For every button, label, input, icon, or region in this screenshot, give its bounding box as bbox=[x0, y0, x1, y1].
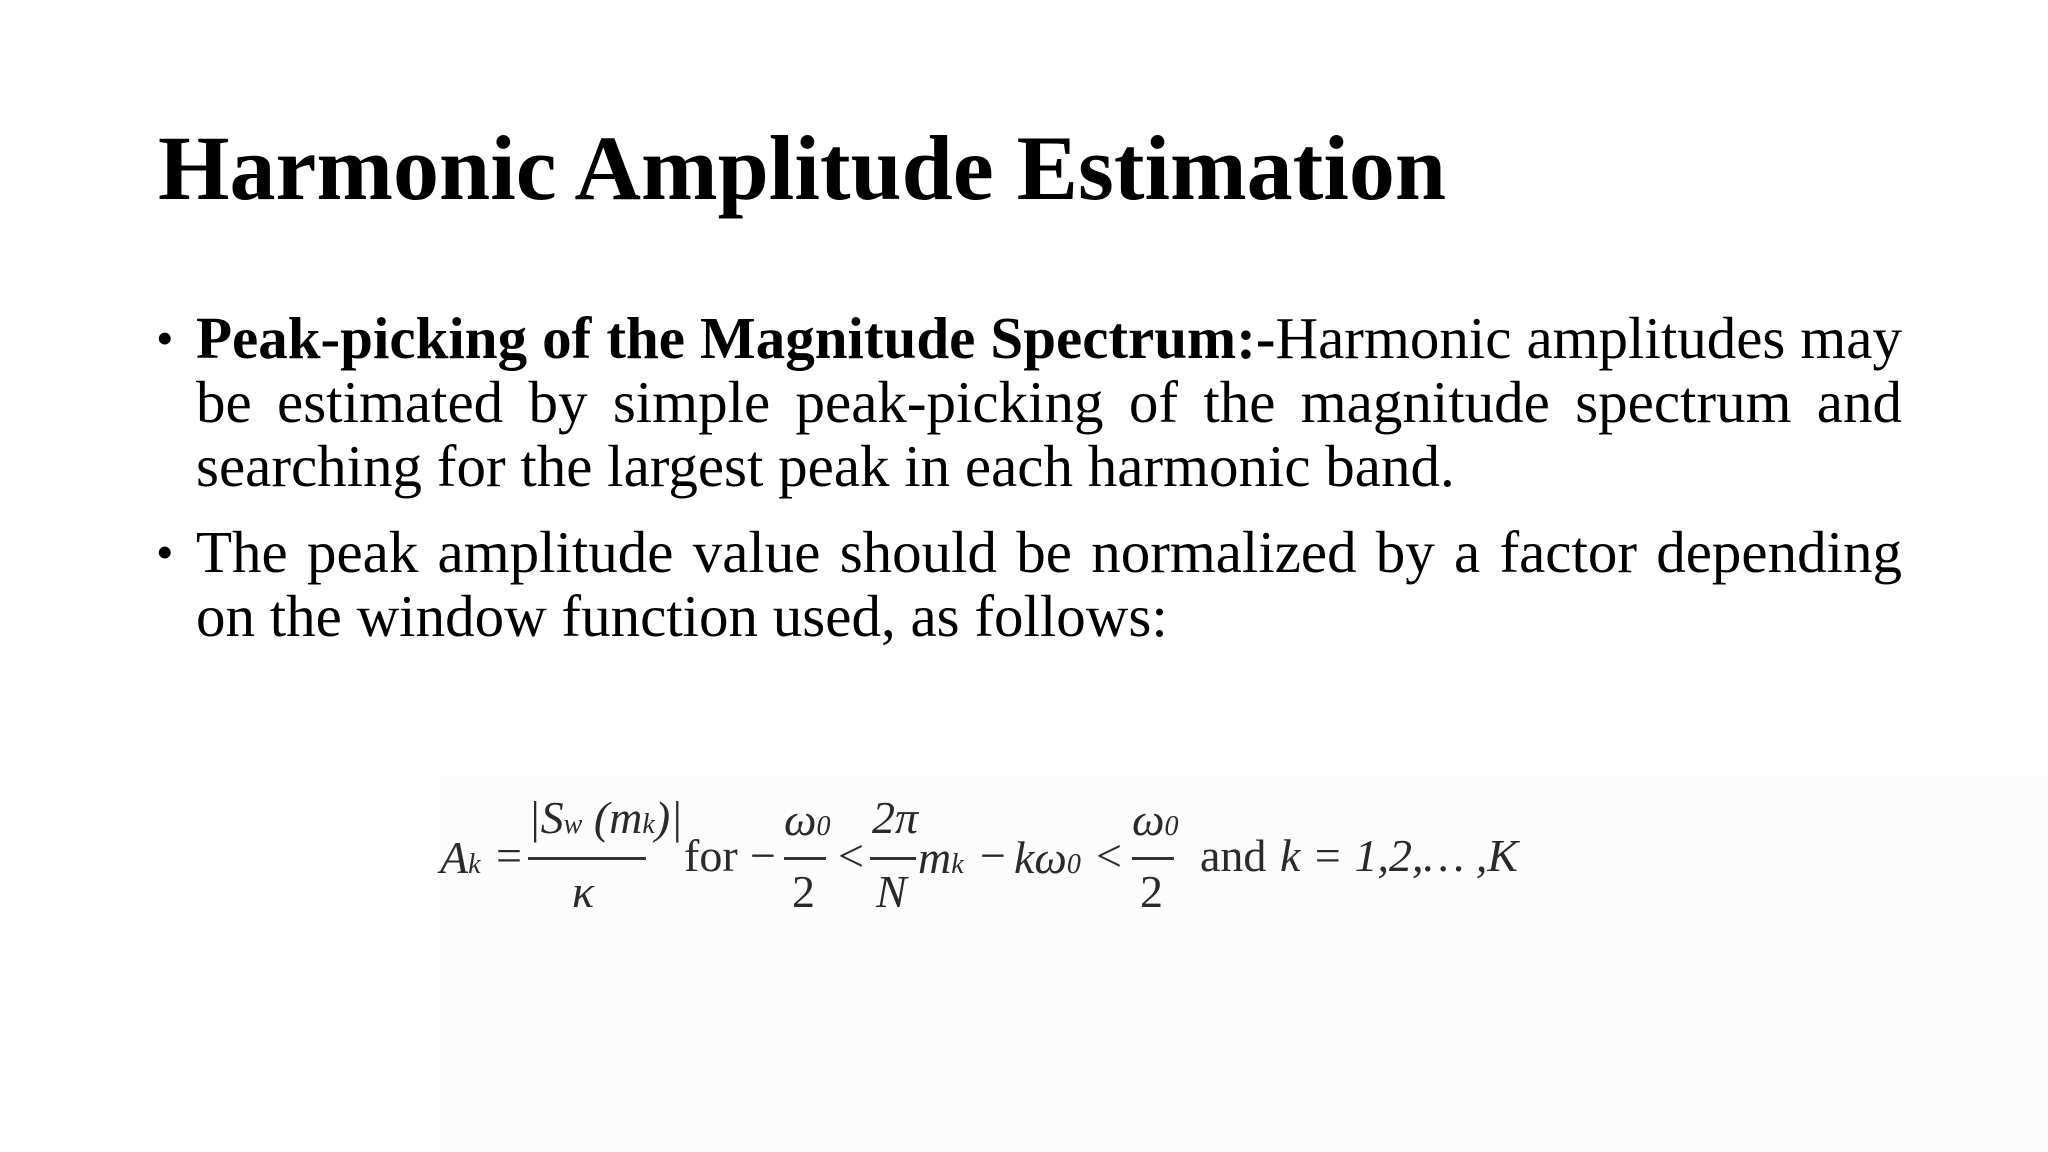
eq-equals: = bbox=[496, 830, 522, 881]
eq-and-word: and bbox=[1200, 830, 1267, 881]
eq-lt: < bbox=[838, 830, 864, 881]
eq-fraction-bar bbox=[870, 857, 916, 860]
eq-w0-num: ω0 bbox=[784, 794, 831, 845]
bullet-item bbox=[150, 520, 1902, 648]
eq-fraction-bar bbox=[1132, 857, 1174, 860]
eq-twopi: 2π bbox=[872, 792, 919, 843]
bullet-dot-icon: • bbox=[156, 310, 174, 366]
eq-k-range: k = 1,2,… ,K bbox=[1280, 830, 1519, 881]
eq-minus: − bbox=[750, 830, 776, 881]
eq-two: 2 bbox=[792, 866, 815, 917]
bullet-text: Harmonic amplitudes may be estimated by simple peak-picking of the magnitude spectrum and searching for the largest peak in each harmonic band. bbox=[196, 305, 1902, 499]
eq-numerator: |Sw (mk)| bbox=[528, 792, 683, 843]
bullet-item bbox=[150, 306, 1902, 498]
bullet-list bbox=[150, 306, 1902, 670]
eq-lt: < bbox=[1096, 830, 1122, 881]
slide-title: Harmonic Amplitude Estimation bbox=[158, 117, 1447, 219]
eq-kw0: kω0 bbox=[1014, 832, 1081, 883]
eq-two: 2 bbox=[1140, 866, 1163, 917]
bullet-dot-icon: • bbox=[156, 524, 174, 580]
eq-N: N bbox=[876, 866, 907, 917]
eq-minus: − bbox=[980, 830, 1006, 881]
eq-lhs: Ak bbox=[440, 832, 481, 883]
eq-w0-num: ω0 bbox=[1132, 794, 1179, 845]
bullet-text: The peak amplitude value should be normalized by a factor depending on the window function used, as follows: bbox=[196, 519, 1902, 649]
eq-fraction-bar bbox=[784, 857, 826, 860]
eq-fraction-bar bbox=[528, 857, 646, 860]
eq-mk: mk bbox=[918, 832, 964, 883]
eq-denominator: κ bbox=[572, 866, 595, 917]
eq-for-word: for bbox=[684, 830, 738, 881]
bullet-bold-lead: Peak-picking of the Magnitude Spectrum:- bbox=[196, 305, 1276, 371]
